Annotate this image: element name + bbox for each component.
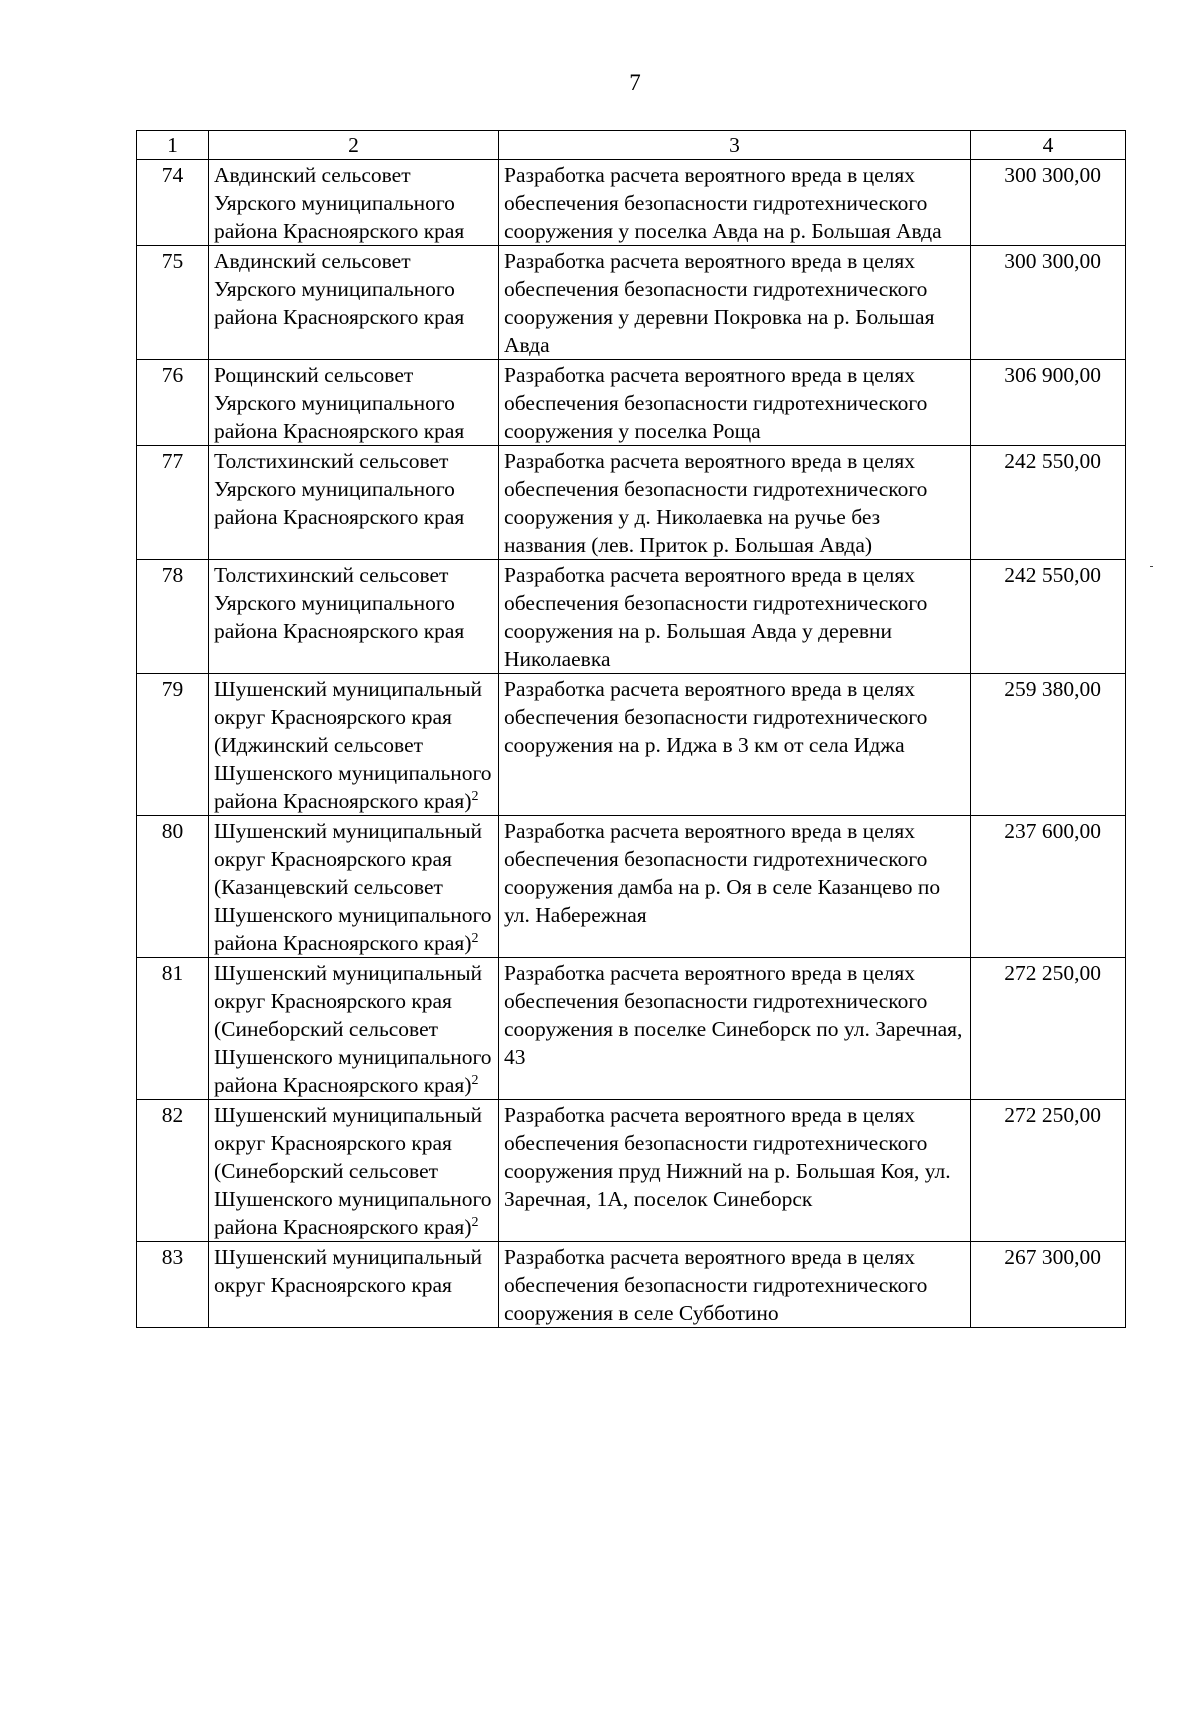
amount-cell-text: 267 300,00 bbox=[1004, 1245, 1101, 1269]
recipient-cell bbox=[209, 1242, 499, 1328]
row-number bbox=[137, 1100, 209, 1242]
row-number-text: 81 bbox=[161, 961, 184, 985]
purpose-cell bbox=[499, 560, 971, 674]
table-row bbox=[137, 1100, 1126, 1242]
recipient-cell-text: Шушенский муниципальный округ Красноярского края (Иджинский сельсовет Шушенского муниципального района Красноярского края) bbox=[214, 677, 492, 813]
table-row bbox=[137, 674, 1126, 816]
amount-cell-text: 242 550,00 bbox=[1004, 449, 1101, 473]
amount-cell bbox=[971, 958, 1126, 1100]
amount-cell-text: 242 550,00 bbox=[1004, 563, 1101, 587]
purpose-cell-text: Разработка расчета вероятного вреда в целях обеспечения безопасности гидротехнического сооружения у поселка Роща bbox=[504, 363, 928, 443]
row-number-text: 75 bbox=[161, 249, 184, 273]
recipient-cell bbox=[209, 816, 499, 958]
row-number-text: 77 bbox=[161, 449, 184, 473]
recipient-cell-text: Авдинский сельсовет Уярского муниципального района Красноярского края bbox=[214, 249, 465, 329]
row-number-text: 83 bbox=[161, 1245, 184, 1269]
recipient-cell bbox=[209, 246, 499, 360]
purpose-cell-text: Разработка расчета вероятного вреда в целях обеспечения безопасности гидротехнического сооружения в поселке Синеборск по ул. Заречная, 43 bbox=[504, 961, 963, 1069]
recipient-cell-text: Авдинский сельсовет Уярского муниципального района Красноярского края bbox=[214, 163, 465, 243]
purpose-cell-text: Разработка расчета вероятного вреда в целях обеспечения безопасности гидротехнического сооружения у поселка Авда на р. Большая Авда bbox=[504, 163, 942, 243]
amount-cell bbox=[971, 446, 1126, 560]
recipient-cell bbox=[209, 160, 499, 246]
subsidy-table bbox=[136, 130, 1126, 1328]
purpose-cell bbox=[499, 674, 971, 816]
table-row bbox=[137, 246, 1126, 360]
row-number bbox=[137, 360, 209, 446]
amount-cell-text: 300 300,00 bbox=[1004, 163, 1101, 187]
row-number-text: 76 bbox=[161, 363, 184, 387]
row-number-text: 79 bbox=[161, 677, 184, 701]
purpose-cell-text: Разработка расчета вероятного вреда в целях обеспечения безопасности гидротехнического сооружения пруд Нижний на р. Большая Коя, ул. Заречная, 1А, поселок Синеборск bbox=[504, 1103, 951, 1211]
page-number: 7 bbox=[629, 70, 641, 95]
table-row bbox=[137, 560, 1126, 674]
table-header-row bbox=[137, 131, 1126, 160]
recipient-cell-text: Шушенский муниципальный округ Красноярского края (Синеборский сельсовет Шушенского муниципального района Красноярского края) bbox=[214, 961, 492, 1097]
recipient-cell bbox=[209, 1100, 499, 1242]
row-number bbox=[137, 1242, 209, 1328]
recipient-cell bbox=[209, 560, 499, 674]
amount-cell bbox=[971, 674, 1126, 816]
column-header: 3 bbox=[499, 131, 971, 160]
amount-cell-text: 306 900,00 bbox=[1004, 363, 1101, 387]
amount-cell bbox=[971, 246, 1126, 360]
scan-artifact bbox=[1150, 566, 1153, 567]
amount-cell-text: 272 250,00 bbox=[1004, 961, 1101, 985]
recipient-cell bbox=[209, 446, 499, 560]
column-header: 1 bbox=[137, 131, 209, 160]
purpose-cell-text: Разработка расчета вероятного вреда в целях обеспечения безопасности гидротехнического сооружения на р. Большая Авда у деревни Николаевка bbox=[504, 563, 928, 671]
amount-cell-text: 272 250,00 bbox=[1004, 1103, 1101, 1127]
purpose-cell bbox=[499, 1242, 971, 1328]
row-number-text: 78 bbox=[161, 563, 184, 587]
purpose-cell bbox=[499, 1100, 971, 1242]
table-row bbox=[137, 958, 1126, 1100]
recipient-cell-text: Толстихинский сельсовет Уярского муниципального района Красноярского края bbox=[214, 563, 465, 643]
table-body bbox=[137, 131, 1126, 1328]
table-row bbox=[137, 360, 1126, 446]
purpose-cell-text: Разработка расчета вероятного вреда в целях обеспечения безопасности гидротехнического сооружения на р. Иджа в 3 км от села Иджа bbox=[504, 677, 928, 757]
recipient-cell-text: Шушенский муниципальный округ Красноярского края bbox=[214, 1245, 483, 1297]
row-number bbox=[137, 674, 209, 816]
table-row bbox=[137, 160, 1126, 246]
purpose-cell-text: Разработка расчета вероятного вреда в целях обеспечения безопасности гидротехнического сооружения у д. Николаевка на ручье без названия (лев. Приток р. Большая Авда) bbox=[504, 449, 928, 557]
purpose-cell bbox=[499, 160, 971, 246]
footnote-marker: 2 bbox=[471, 788, 479, 804]
purpose-cell bbox=[499, 360, 971, 446]
row-number bbox=[137, 560, 209, 674]
amount-cell bbox=[971, 560, 1126, 674]
amount-cell bbox=[971, 160, 1126, 246]
footnote-marker: 2 bbox=[471, 1214, 479, 1230]
purpose-cell bbox=[499, 246, 971, 360]
row-number-text: 74 bbox=[161, 163, 184, 187]
recipient-cell-text: Шушенский муниципальный округ Красноярского края (Казанцевский сельсовет Шушенского муниципального района Красноярского края) bbox=[214, 819, 492, 955]
purpose-cell bbox=[499, 958, 971, 1100]
row-number bbox=[137, 958, 209, 1100]
column-header: 4 bbox=[971, 131, 1126, 160]
amount-cell bbox=[971, 1100, 1126, 1242]
row-number bbox=[137, 160, 209, 246]
recipient-cell-text: Рощинский сельсовет Уярского муниципального района Красноярского края bbox=[214, 363, 465, 443]
table-row bbox=[137, 816, 1126, 958]
recipient-cell-text: Толстихинский сельсовет Уярского муниципального района Красноярского края bbox=[214, 449, 465, 529]
amount-cell-text: 237 600,00 bbox=[1004, 819, 1101, 843]
column-header: 2 bbox=[209, 131, 499, 160]
row-number-text: 80 bbox=[161, 819, 184, 843]
row-number bbox=[137, 246, 209, 360]
purpose-cell-text: Разработка расчета вероятного вреда в целях обеспечения безопасности гидротехнического сооружения у деревни Покровка на р. Большая Авда bbox=[504, 249, 935, 357]
purpose-cell bbox=[499, 446, 971, 560]
amount-cell-text: 300 300,00 bbox=[1004, 249, 1101, 273]
purpose-cell bbox=[499, 816, 971, 958]
amount-cell bbox=[971, 360, 1126, 446]
row-number bbox=[137, 446, 209, 560]
recipient-cell bbox=[209, 360, 499, 446]
amount-cell bbox=[971, 816, 1126, 958]
table-row bbox=[137, 1242, 1126, 1328]
recipient-cell bbox=[209, 674, 499, 816]
row-number-text: 82 bbox=[161, 1103, 184, 1127]
footnote-marker: 2 bbox=[471, 1072, 479, 1088]
amount-cell-text: 259 380,00 bbox=[1004, 677, 1101, 701]
row-number bbox=[137, 816, 209, 958]
recipient-cell bbox=[209, 958, 499, 1100]
purpose-cell-text: Разработка расчета вероятного вреда в целях обеспечения безопасности гидротехнического сооружения дамба на р. Оя в селе Казанцево по ул. Набережная bbox=[504, 819, 941, 927]
footnote-marker: 2 bbox=[471, 930, 479, 946]
amount-cell bbox=[971, 1242, 1126, 1328]
purpose-cell-text: Разработка расчета вероятного вреда в целях обеспечения безопасности гидротехнического сооружения в селе Субботино bbox=[504, 1245, 928, 1325]
table-row bbox=[137, 446, 1126, 560]
recipient-cell-text: Шушенский муниципальный округ Красноярского края (Синеборский сельсовет Шушенского муниципального района Красноярского края) bbox=[214, 1103, 492, 1239]
